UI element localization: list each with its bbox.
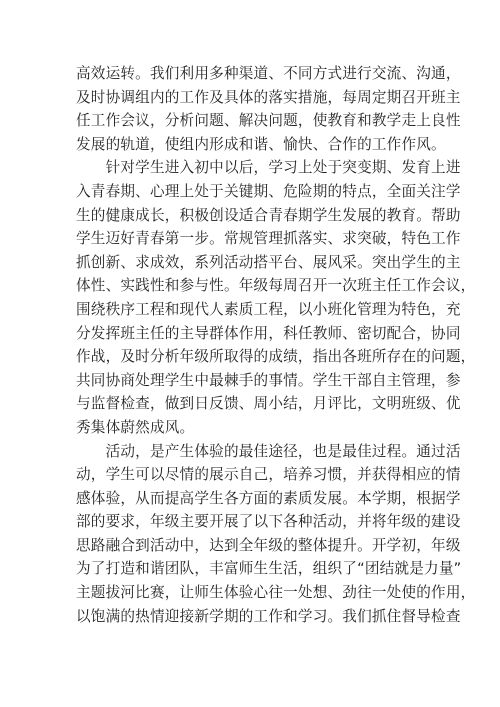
paragraph-3 bbox=[76, 440, 476, 629]
text-line: 动，学生可以尽情的展示自己，培养习惯，并获得相应的情 bbox=[76, 466, 461, 484]
text-line: 任工作会议，分析问题、解决问题，使教育和教学走上良性 bbox=[76, 112, 461, 130]
text-line: 主题拔河比赛，让师生体验心往一处想、劲往一处使的作用， bbox=[76, 584, 476, 602]
text-line: 与监督检查，做到日反馈、周小结，月评比，文明班级、优 bbox=[76, 395, 461, 413]
text-line: 作战，及时分析年级所取得的成绩，指出各班所存在的问题， bbox=[76, 348, 476, 366]
text-line: 学生迈好青春第一步。常规管理抓落实、求突破，特色工作 bbox=[76, 230, 461, 248]
text-line: 分发挥班主任的主导群体作用，科任教师、密切配合，协同 bbox=[76, 324, 461, 342]
text-line: 秀集体蔚然成风。 bbox=[76, 418, 195, 436]
text-line: 部的要求，年级主要开展了以下各种活动，并将年级的建设 bbox=[76, 513, 461, 531]
text-line: 活动，是产生体验的最佳途径，也是最佳过程。通过活 bbox=[76, 442, 461, 460]
text-line: 高效运转。我们利用多种渠道、不同方式进行交流、沟通， bbox=[76, 65, 461, 82]
text-line: 入青春期、心理上处于关键期、危险期的特点，全面关注学 bbox=[76, 182, 461, 200]
text-line: 共同协商处理学生中最棘手的事情。学生干部自主管理，参 bbox=[76, 371, 461, 389]
document-body bbox=[76, 62, 476, 628]
text-line: 围绕秩序工程和现代人素质工程，以小班化管理为特色，充 bbox=[76, 300, 461, 318]
text-line: 及时协调组内的工作及具体的落实措施，每周定期召开班主 bbox=[76, 88, 461, 106]
text-line: 发展的轨道，使组内形成和谐、愉快、合作的工作作风。 bbox=[76, 135, 446, 153]
text-line: 生的健康成长，积极创设适合青春期学生发展的教育。帮助 bbox=[76, 206, 461, 224]
text-line: 体性、实践性和参与性。年级每周召开一次班主任工作会议， bbox=[76, 277, 476, 295]
text-line: 针对学生进入初中以后，学习上处于突变期、发育上进 bbox=[76, 159, 461, 177]
text-line: 感体验，从而提高学生各方面的素质发展。本学期，根据学 bbox=[76, 489, 461, 507]
paragraph-1 bbox=[76, 62, 461, 156]
text-line: 抓创新、求成效，系列活动搭平台、展风采。突出学生的主 bbox=[76, 253, 461, 271]
text-line: 思路融合到活动中，达到全年级的整体提升。开学初，年级 bbox=[76, 536, 461, 554]
paragraph-2 bbox=[76, 156, 476, 439]
text-line: 以饱满的热情迎接新学期的工作和学习。我们抓住督导检查 bbox=[76, 607, 461, 625]
text-line: 为了打造和谐团队，丰富师生生活，组织了“团结就是力量” bbox=[76, 560, 462, 578]
